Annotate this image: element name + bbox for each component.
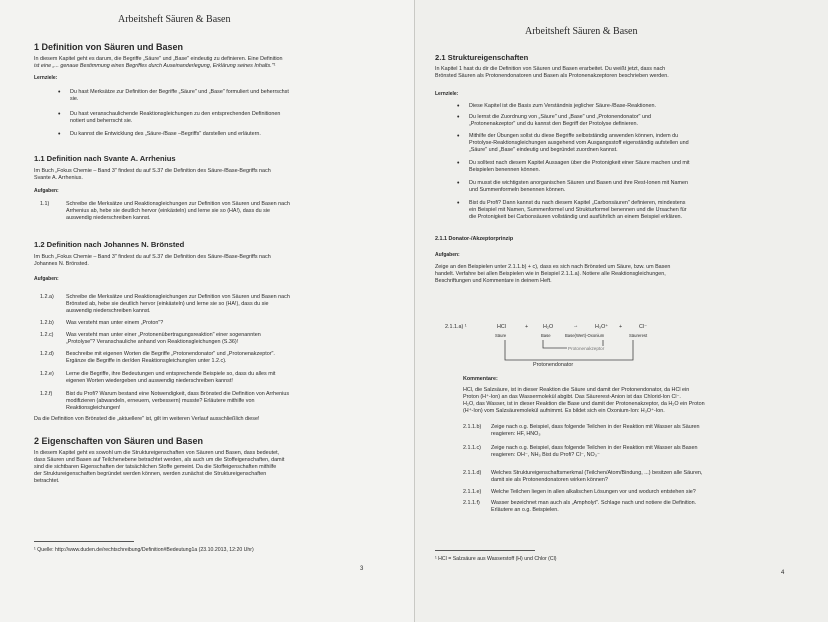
bullet-icon: • [58, 131, 61, 138]
task-number: 1.2.a) [40, 294, 54, 300]
eq-sublabel: Säure [495, 333, 507, 338]
body-line: Im Buch „Fokus Chemie – Band 3" findest du auf S.37 die Definition des Säure-/Base-Begriffs nach [34, 254, 271, 260]
task-line: Zeige nach o.g. Beispiel, dass folgende Teilchen in der Reaktion mit Wasser als Basen [491, 445, 698, 451]
aufgaben-label: Aufgaben: [34, 188, 59, 194]
footnote: ¹ Quelle: http://www.duden.de/rechtschreibung/Definition#Bedeutung1a (23.10.2013, 12:20 Uhr) [34, 547, 254, 553]
body-line: In Kapitel 1 hast du dir die Definition von Säuren und Basen erarbeitet. Du weißt jetzt, dass nach [435, 66, 666, 72]
task-line: Schreibe die Merksätze und Reaktionsgleichungen zur Definition von Säuren und Basen nach [66, 294, 290, 300]
task-line: Welche Teilchen liegen in allen alkalischen Lösungen vor und wodurch entstehen sie? [491, 489, 696, 495]
body-line: Johannes N. Brönsted. [34, 261, 89, 267]
task-line: Beschreibe mit eigenen Worten die Begriffe „Protonendonator" und „Protonenakzeptor". [66, 351, 275, 357]
bullet-icon: • [457, 200, 460, 207]
task-line: „Protolyse"? Veranschauliche anhand von Reaktionsgleichungen (S.36)! [66, 339, 239, 345]
goal-line: Mithilfe der Übungen sollst du diese Begriffe selbstständig anwenden können, indem du [469, 133, 679, 139]
task-line: eigenen Worten wiedergeben und auswendig niederschreiben kannst! [66, 378, 233, 384]
body-line: Beschriftungen und Kommentare in deinem Heft. [435, 278, 552, 284]
bullet-icon: • [457, 160, 460, 167]
comment-line: Proton (H⁺-Ion) an das Wassermolekül abgibt. Das Säurerest-Anion ist das Chlorid-Ion Cl⁻. [463, 394, 681, 400]
comment-line: HCl, die Salzsäure, ist in dieser Reaktion die Säure und damit der Protonendonator, da HCl ein [463, 387, 690, 393]
donator-label: Protonendonator [533, 362, 574, 368]
bullet-icon: • [457, 114, 460, 121]
task-number: 2.1.1.d) [463, 470, 482, 476]
goal-line: die Protonigkeit bei Carbonsäuren vollständig und ausführlich an einem Beispiel erklären. [469, 214, 683, 220]
goal-line: Du musst die wichtigsten anorganischen Säuren und Basen und ihre Rest-Ionen mit Namen [469, 180, 689, 186]
intro-line: In diesem Kapitel geht es darum, die Begriffe „Säure" und „Base" eindeutig zu definieren. Eine Definition [34, 56, 283, 62]
aufgaben-label: Aufgaben: [34, 276, 59, 282]
task-line: Brönsted ab, hebe sie deutlich hervor (einkästeln) und lerne sie so (HA!), dass du sie [66, 301, 269, 307]
closing-line: Da die Definition von Brönsted die „aktuellere" ist, gilt im weiteren Verlauf ausschließlich diese! [34, 416, 260, 422]
kommentare-label: Kommentare: [463, 376, 498, 382]
bullet-icon: • [58, 89, 61, 96]
eq-sublabel: Base(Wert)-Oxonium [565, 333, 605, 338]
eq-term: Cl⁻ [639, 324, 647, 330]
page-number: 3 [360, 566, 364, 572]
task-line: Zeige nach o.g. Beispiel, dass folgende Teilchen in der Reaktion mit Wasser als Säuren [491, 424, 700, 430]
section-title: 1 Definition von Säuren und Basen [34, 42, 184, 52]
subsection-title: 1.1 Definition nach Svante A. Arrhenius [34, 154, 176, 163]
eq-sublabel: Säurerest [629, 333, 648, 338]
footnote-divider [435, 550, 535, 551]
task-line: Was versteht man unter einem „Proton"? [66, 320, 164, 326]
task-line: Ergänze die Begriffe in der/den Reaktionsgleichung/en unter 1.2.c). [66, 358, 227, 364]
eq-term: HCl [497, 324, 506, 330]
task-number: 1.1) [40, 201, 50, 207]
bullet-icon: • [58, 111, 61, 118]
body-line: In diesem Kapitel geht es sowohl um die Struktureigenschaften von Säuren und Basen, dass bedeutet, [34, 450, 280, 456]
subsection-title: 1.2 Definition nach Johannes N. Brönsted [34, 240, 185, 249]
body-line: Brönsted Säuren als Protonendonatoren und Basen als Protonenakzeptoren beschrieben werden. [435, 73, 669, 79]
goal-line: Diese Kapitel ist die Basis zum Verständnis jeglicher Säure-/Base-Reaktionen. [469, 103, 656, 109]
comment-line: H₂O, das Wasser, ist in dieser Reaktion die Base und damit der Protonenakzeptor, da H₂O ein Proton [463, 401, 705, 407]
equation-brackets [485, 338, 675, 368]
task-line: Was versteht man unter einer „Protonenübertragungsreaktion" einer sogenannten [66, 332, 261, 338]
body-line: handelt. Verfahre bei allen Beispielen wie in Beispiel 2.1.1.a). Notiere alle Reaktionsgleichungen, [435, 271, 666, 277]
goal-line: Bist du Profi? Dann kannst du nach diesem Kapitel „Carbonsäuren" definieren, mindestens [469, 200, 686, 206]
task-line: Erläutere an o.g. Beispielen. [491, 507, 559, 513]
footnote: ¹ HCl = Salzsäure aus Wasserstoff (H) und Chlor (Cl) [435, 556, 557, 562]
task-number: 1.2.e) [40, 371, 54, 377]
task-number: 2.1.1.e) [463, 489, 482, 495]
intro-line: ist eine „... genaue Bestimmung eines Begriffes durch Auseinanderlegung, Erklärung seines Inhalts."¹ [34, 63, 276, 69]
task-number: 2.1.1.f) [463, 500, 480, 506]
bullet-icon: • [457, 133, 460, 140]
goal-line: Du lernst die Zuordnung von „Säure" und „Base" und „Protonendonator" und [469, 114, 651, 120]
task-number: 1.2.c) [40, 332, 54, 338]
section-title: 2 Eigenschaften von Säuren und Basen [34, 436, 204, 446]
body-line: Svante A. Arrhenius. [34, 175, 83, 181]
eq-term: + [525, 324, 529, 330]
bullet-icon: • [457, 103, 460, 110]
task-line: Bist du Profi? Warum bestand eine Notwendigkeit, dass Brönsted die Definition von Arrhenius [66, 391, 290, 397]
task-number: 2.1.1.b) [463, 424, 482, 430]
goal-line: Protolyse-Reaktionsgleichungen ausgehend vom Ausgangsstoff eigenständig aufstellen und [469, 140, 689, 146]
lernziele-label: Lernziele: [34, 75, 58, 81]
task-line: modifizieren (abwandeln, erneuern, verbessern) musste? Erläutere mithilfe von [66, 398, 255, 404]
page-header: Arbeitsheft Säuren & Basen [118, 14, 231, 25]
goal-line: und Summenformeln benennen können. [469, 187, 566, 193]
aufgaben-label: Aufgaben: [435, 252, 460, 258]
page-header: Arbeitsheft Säuren & Basen [525, 26, 638, 37]
task-number: 1.2.f) [40, 391, 53, 397]
task-line: auswendig niederschreiben kannst. [66, 215, 151, 221]
page-number: 4 [781, 570, 785, 576]
body-line: betrachtet. [34, 478, 60, 484]
body-line: Im Buch „Fokus Chemie – Band 3" findest du auf S.37 die Definition des Säure-/Base-Begriffs nach [34, 168, 271, 174]
body-line: sind die sichtbaren Eigenschaften der tatsächlichen Stoffe gemeint. Da die Stoffeigenschaften mithilfe [34, 464, 277, 470]
task-line: Reaktionsgleichungen! [66, 405, 121, 411]
body-line: Zeige an den Beispielen unter 2.1.1.b) + c), dass es sich nach Brönsted um Säure, bzw. um Basen [435, 264, 671, 270]
goal-line: Du solltest nach diesem Kapitel Aussagen über die Protonigkeit einer Säure machen und mit [469, 160, 690, 166]
task-line: auswendig niederschreiben kannst. [66, 308, 151, 314]
goal-line: Beispielen benennen können. [469, 167, 541, 173]
akzeptor-label: Protonenakzeptor [568, 346, 605, 351]
eq-term: H₂O [543, 324, 554, 330]
eq-sublabel: Base [541, 333, 551, 338]
goal-line: Du hast veranschaulichende Reaktionsgleichungen zu den entsprechenden Definitionen [70, 111, 281, 117]
goal-line: Du hast Merksätze zur Definition der Begriffe „Säure" und „Base" formuliert und beherrschst [70, 89, 289, 95]
footnote-divider [34, 541, 134, 542]
task-line: reagieren: HF, HNO₃ [491, 431, 541, 437]
goal-line: „Protonenakzeptor" und du kannst den Begriff der Protolyse definieren. [469, 121, 639, 127]
body-line: der Struktureigenschaften begründet werden können, werden zunächst die Struktureigenschaften [34, 471, 267, 477]
task-line: reagieren: OH⁻, NH₃ Bist du Profi? Cl⁻, NO₃⁻ [491, 452, 600, 458]
task-line: Schreibe die Merksätze und Reaktionsgleichungen zur Definition von Säuren und Basen nach [66, 201, 290, 207]
task-line: Arrhenius ab, hebe sie deutlich hervor (einkästeln) und lerne sie so (HA!), dass du sie [66, 208, 271, 214]
subsubsection-title: 2.1.1 Donator-/Akzeptorprinzip [435, 236, 514, 242]
lernziele-label: Lernziele: [435, 91, 459, 97]
task-line: damit sie als Protonendonatoren wirken können? [491, 477, 608, 483]
eq-term: H₃O⁺ [595, 324, 609, 330]
comment-line: (H⁺-Ion) vom Salzsäuremolekül aufnimmt. Es bildet sich ein Oxonium-Ion: H₃O⁺-Ion. [463, 408, 665, 414]
goal-line: „Säure" und „Base" eindeutig und begründet zuordnen kannst. [469, 147, 618, 153]
task-number: 1.2.b) [40, 320, 54, 326]
eq-term: + [619, 324, 623, 330]
goal-line: Du kannst die Entwicklung des „Säure-/Base –Begriffs" darstellen und erläutern. [70, 131, 261, 137]
task-line: Welches Struktureigenschaftsmerkmal (Teilchen/Atom/Bindung, ...) besitzen alle Säuren, [491, 470, 703, 476]
equation-label: 2.1.1.a) ¹ [445, 324, 467, 330]
goal-line: notiert und beherrscht sie. [70, 118, 133, 124]
goal-line: sie. [70, 96, 79, 102]
task-line: Wasser bezeichnet man auch als „Ampholyt". Schlage nach und notiere die Definition. [491, 500, 697, 506]
task-line: Lerne die Begriffe, ihre Bedeutungen und entsprechende Beispiele so, dass du alles mit [66, 371, 276, 377]
task-number: 1.2.d) [40, 351, 54, 357]
goal-line: ein Beispiel mit Namen, Summenformel und Strukturformel benennen und die Ursachen für [469, 207, 687, 213]
body-line: dass Säuren und Basen auf Teilchenebene betrachtet werden, als auch um die Stoffeigenschaften, damit [34, 457, 285, 463]
task-number: 2.1.1.c) [463, 445, 481, 451]
eq-arrow: → [573, 323, 579, 329]
bullet-icon: • [457, 180, 460, 187]
right-page [414, 0, 828, 622]
subsection-title: 2.1 Struktureigenschaften [435, 53, 529, 62]
